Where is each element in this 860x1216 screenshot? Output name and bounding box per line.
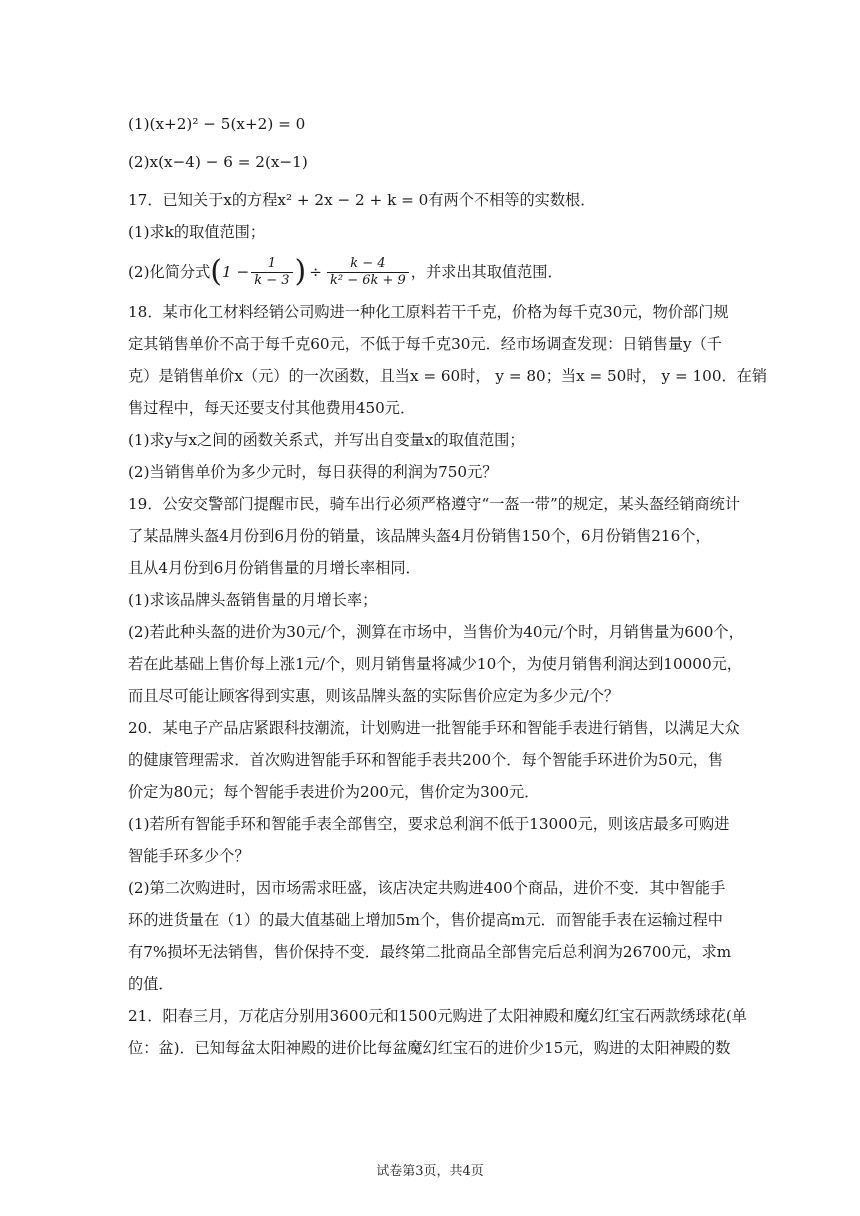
q20-line-3: 价定为80元；每个智能手表进价为200元，售价定为300元． (128, 783, 540, 801)
page-content (128, 108, 768, 1064)
q20-part2-line-1: (2)第二次购进时，因市场需求旺盛，该店决定共购进400个商品，进价不变．其中智能手 (128, 879, 726, 897)
q17-stem: 17．已知关于x的方程x² + 2x − 2 + k = 0有两个不相等的实数根． (128, 191, 596, 209)
q19-part2-line-1: (2)若此种头盔的进价为30元/个，测算在市场中，当售价为40元/个时，月销售量为600个， (128, 623, 744, 641)
q19-line-1: 19．公安交警部门提醒市民，骑车出行必须严格遵守“一盔一带”的规定，某头盔经销商统计 (128, 495, 740, 513)
fraction-1-denominator: k − 3 (254, 272, 290, 288)
q16-part2: (2)x(x−4) − 6 = 2(x−1) (128, 153, 308, 171)
left-paren: ( (210, 254, 222, 289)
fraction-1 (251, 256, 292, 289)
q19-part1: (1)求该品牌头盔销售量的月增长率； (128, 591, 378, 609)
fraction-2-denominator: k² − 6k + 9 (329, 272, 406, 288)
fraction-1-numerator: 1 (251, 256, 292, 273)
q19-part2-line-2: 若在此基础上售价每上涨1元/个，则月销售量将减少10个，为使月销售利润达到10000元， (128, 655, 742, 673)
q20-line-1: 20．某电子产品店紧跟科技潮流，计划购进一批智能手环和智能手表进行销售，以满足大众 (128, 719, 740, 737)
q18-line-2: 定其销售单价不高于每千克60元，不低于每千克30元．经市场调查发现：日销售量y（千 (128, 335, 722, 353)
q17-part2 (128, 248, 740, 296)
q18-line-1: 18．某市化工材料经销公司购进一种化工原料若干千克，价格为每千克30元，物价部门规 (128, 303, 729, 321)
q21-line-2: 位：盆)．已知每盆太阳神殿的进价比每盆魔幻红宝石的进价少15元，购进的太阳神殿的数 (128, 1039, 731, 1057)
q17-part2-suffix: ，并求出其取值范围． (410, 263, 563, 281)
fraction-2 (327, 256, 409, 289)
q17-one-minus: 1 − (221, 263, 250, 281)
q19-line-3: 且从4月份到6月份销售量的月增长率相同． (128, 559, 421, 577)
q18-part1: (1)求y与x之间的函数关系式，并写出自变量x的取值范围； (128, 431, 525, 449)
q20-part1-line-1: (1)若所有智能手环和智能手表全部售空，要求总利润不低于13000元，则该店最多可购进 (128, 815, 730, 833)
q20-line-2: 的健康管理需求．首次购进智能手环和智能手表共200个．每个智能手环进价为50元，售 (128, 751, 724, 769)
right-paren: ) (294, 254, 307, 289)
q17-part1: (1)求k的取值范围； (128, 223, 266, 241)
q21-line-1: 21．阳春三月，万花店分别用3600元和1500元购进了太阳神殿和魔幻红宝石两款绣球花(单 (128, 1007, 747, 1025)
q20-part1-line-2: 智能手环多少个？ (128, 847, 250, 865)
q19-part2-line-3: 而且尽可能让顾客得到实惠，则该品牌头盔的实际售价应定为多少元/个？ (128, 687, 620, 705)
q18-part2: (2)当销售单价为多少元时，每日获得的利润为750元？ (128, 463, 498, 481)
page-footer: 试卷第3页，共4页 (376, 1164, 484, 1179)
q18-line-4: 售过程中，每天还要支付其他费用450元． (128, 399, 416, 417)
division-sign: ÷ (309, 263, 322, 281)
q20-part2-line-3: 有7%损坏无法销售，售价保持不变．最终第二批商品全部售完后总利润为26700元，求m (128, 943, 732, 961)
q19-line-2: 了某品牌头盔4月份到6月份的销量，该品牌头盔4月份销售150个，6月份销售216个， (128, 527, 711, 545)
fraction-2-numerator: k − 4 (327, 256, 409, 273)
q16-part1: (1)(x+2)² − 5(x+2) = 0 (128, 115, 306, 133)
q20-part2-line-4: 的值． (128, 975, 174, 993)
q18-line-3: 克）是销售单价x（元）的一次函数，且当x = 60时， y = 80；当x = 50时， y = 100．在销 (128, 367, 768, 385)
q20-part2-line-2: 环的进货量在（1）的最大值基础上增加5m个，售价提高m元．而智能手表在运输过程中 (128, 911, 723, 929)
q17-part2-prefix: (2)化简分式 (128, 263, 211, 281)
